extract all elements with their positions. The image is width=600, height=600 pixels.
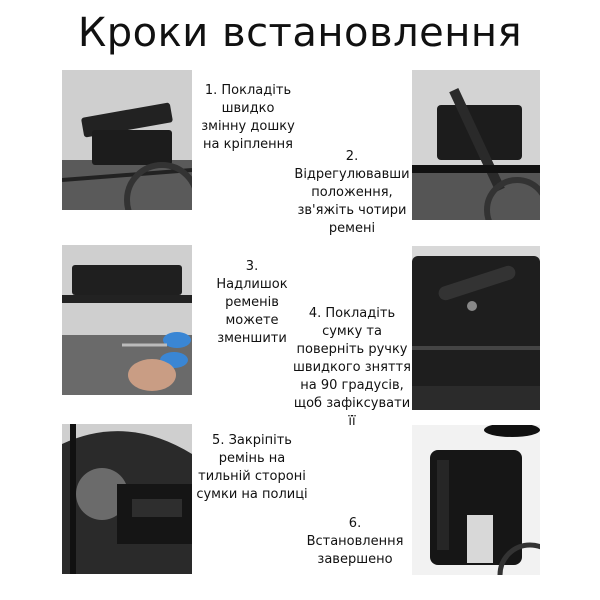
step-3-text: 3. Надлишок ременів можете зменшити <box>216 259 288 346</box>
finished-bag-photo <box>412 425 540 575</box>
page-title: Кроки встановлення <box>77 10 523 56</box>
step-2-text: 2. Відрегулювавши положення, зв'яжіть чотири ремені <box>294 149 410 236</box>
step-5-text: 5. Закріпіть ремінь на тильній стороні сумки на полиці <box>196 433 308 502</box>
scissors-photo <box>62 245 192 395</box>
bottom-strap-photo <box>62 424 192 574</box>
step-1-text: 1. Покладіть швидко змінну дошку на кріплення <box>201 83 295 152</box>
step-4-text: 4. Покладіть сумку та поверніть ручку швидкого зняття на 90 градусів, щоб зафіксувати її <box>293 306 411 429</box>
handle-photo <box>412 246 540 410</box>
straps-photo <box>412 70 540 220</box>
step-6-text: 6. Встановлення завершено <box>306 516 404 567</box>
rack-board-photo <box>62 70 192 210</box>
